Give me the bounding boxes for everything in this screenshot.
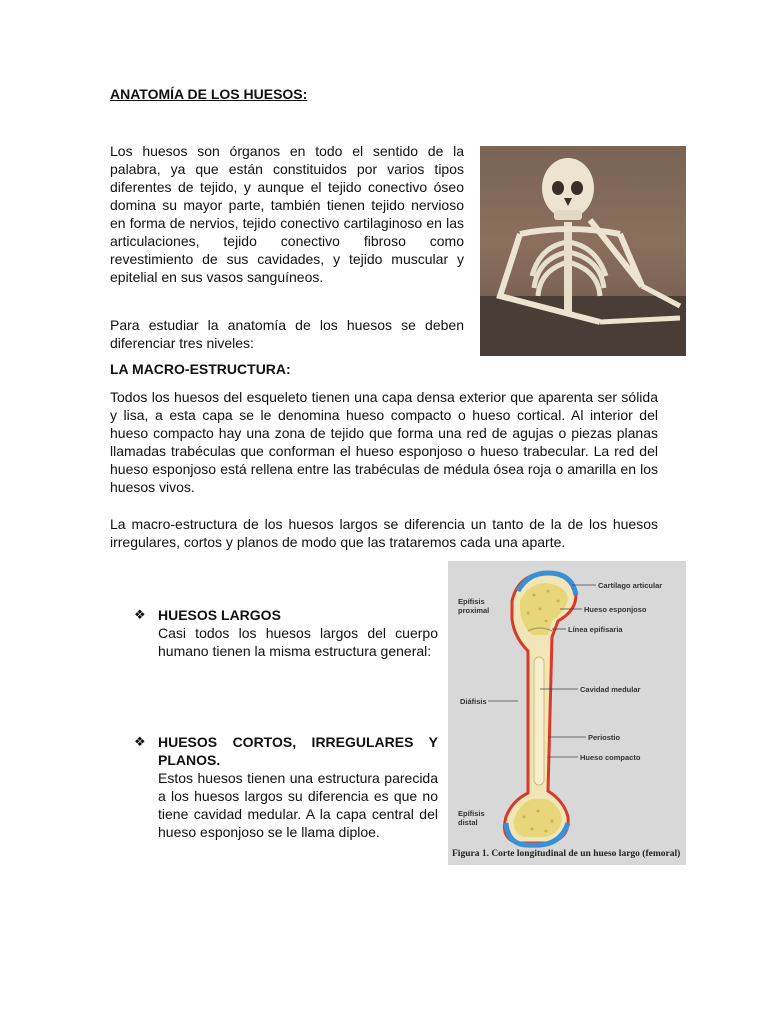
label-periostio: Periostio xyxy=(588,733,621,742)
label-hueso-compacto: Hueso compacto xyxy=(580,753,641,762)
label-epifisis-distal: Epífisis distal xyxy=(458,809,485,827)
bullet-title: HUESOS CORTOS, IRREGULARES Y PLANOS. xyxy=(158,734,438,768)
figure-caption: Figura 1. Corte longitudinal de un hueso largo (femoral) xyxy=(452,849,681,859)
page-title: ANATOMÍA DE LOS HUESOS: xyxy=(110,86,308,102)
long-bone-figure xyxy=(448,561,686,865)
label-diafisis: Diáfisis xyxy=(460,697,487,706)
macro-structure-heading: LA MACRO-ESTRUCTURA: xyxy=(110,361,291,377)
intro-paragraph: Los huesos son órganos en todo el sentido de la palabra, ya que están constituidos por varios tipos diferentes de tejido, y aunque el tejido conectivo óseo domina su mayor parte, también tienen tejido nervioso en forma de nervios, tejido conectivo cartilaginoso en las articulaciones, tejido conectivo fibroso como revestimiento de sus cavidades, y tejido muscular y epitelial en sus vasos sanguíneos. xyxy=(110,143,464,285)
skeleton-photo xyxy=(480,146,686,356)
diamond-bullet-icon: ❖ xyxy=(134,607,146,622)
skeleton-illustration xyxy=(480,146,686,356)
label-hueso-esponjoso: Hueso esponjoso xyxy=(584,605,647,614)
label-epifisis-proximal: Epífisis proximal xyxy=(458,597,490,615)
label-linea-epifisaria: Línea epifisaria xyxy=(568,625,623,634)
list-item-huesos-largos xyxy=(134,606,438,686)
list-item-huesos-cortos xyxy=(134,733,438,863)
macro-structure-paragraph: Todos los huesos del esqueleto tienen una capa densa exterior que aparenta ser sólida y lisa, a esta capa se le denomina hueso compacto o hueso cortical. Al interior del hueso compacto hay una zona de tejido que forma una red de agujas o piezas planas llamadas trabéculas que conforman el hueso esponjoso o hueso trabecular. La red del hueso esponjoso está rellena entre las trabéculas de médula ósea roja o amarilla en los huesos vivos. xyxy=(110,389,658,495)
long-bones-paragraph: La macro-estructura de los huesos largos se diferencia un tanto de la de los huesos irregulares, cortos y planos de modo que las trataremos cada una aparte. xyxy=(110,516,658,550)
label-cartilago-articular: Cartílago articular xyxy=(598,581,663,590)
diamond-bullet-icon: ❖ xyxy=(134,734,146,749)
label-cavidad-medular: Cavidad medular xyxy=(580,685,641,694)
bullet-body: Casi todos los huesos largos del cuerpo humano tienen la misma estructura general: xyxy=(158,625,438,659)
bullet-title: HUESOS LARGOS xyxy=(158,607,281,623)
levels-paragraph: Para estudiar la anatomía de los huesos se deben diferenciar tres niveles: xyxy=(110,317,464,351)
bullet-body: Estos huesos tienen una estructura parecida a los huesos largos su diferencia es que no tiene cavidad medular. A la capa central del hueso esponjoso se le llama diploe. xyxy=(158,770,438,840)
